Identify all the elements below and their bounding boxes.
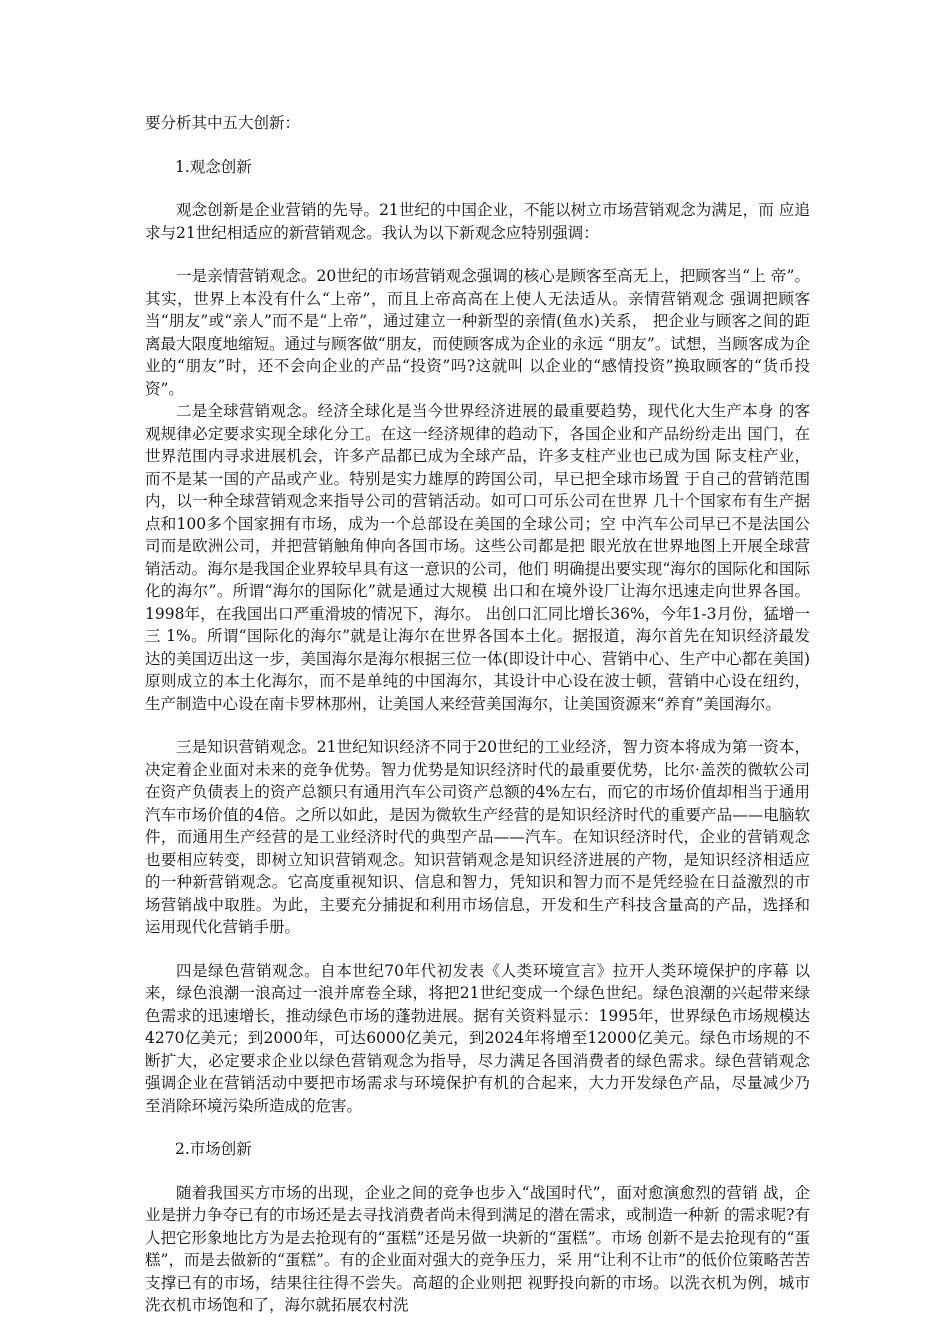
paragraph-global-marketing: 二是全球营销观念。经济全球化是当今世界经济进展的最重要趋势，现代化大生产本身 的客观规律必定要求实现全球化分工。在这一经济规律的趋动下，各国企业和产品纷纷走出 国门，在世界范围内寻求进展机会，许多产品都已成为全球产品，许多支柱产业也已成为国 际支柱产业，而不是某一国的产品或产业。特别是实力雄厚的跨国公司，早已把全球市场置 于自己的营销范围内，以一种全球营销观念来指导公司的营销活动。如可口可乐公司在世界 几十个国家布有生产据点和100多个国家拥有市场，成为一个总部设在美国的全球公司；空 中汽车公司早已不是法国公司而是欧洲公司，并把营销触角伸向各国市场。这些公司都是把 眼光放在世界地图上开展全球营销活动。海尔是我国企业界较早具有这一意识的公司，他们 明确提出要实现“海尔的国际化和国际化的海尔”。所谓“海尔的国际化”就是通过大规模 出口和在境外设厂让海尔迅速走向世界各国。1998年，在我国出口严重滑坡的情况下，海尔。 出创口汇同比增长36%，今年1-3月份，猛增一三 1%。所谓“国际化的海尔”就是让海尔在世界各国本土化。据报道，海尔首先在知识经济最发达的美国迈出这一步，美国海尔是海尔根据三位一体(即设计中心、营销中心、生产中心都在美国)原则成立的本土化海尔，而不是单纯的中国海尔，其设计中心设在波士顿，营销中心设在纽约，生产制造中心设在南卡罗林那州，让美国人来经营美国海尔，让美国资源来“养育”美国海尔。 (145, 402, 810, 713)
paragraph-market-innovation: 随着我国买方市场的出现，企业之间的竞争也步入“战国时代”，面对愈演愈烈的营销 战，企业是拼力争夺已有的市场还是去寻找消费者尚未得到满足的潜在需求，或制造一种新 的需求呢?有人把它形象地比方为是去抢现有的“蛋糕”还是另做一块新的“蛋糕”。市场 创新不是去抢现有的“蛋糕”，而是去做新的“蛋糕”。有的企业面对强大的竞争压力，采 用“让利不让市”的低价位策略苦苦支撑已有的市场，结果往往得不尝失。高超的企业则把 视野投向新的市场。以洗衣机为例，城市洗衣机市场饱和了，海尔就拓展农村洗 (145, 1183, 810, 1314)
paragraph-affection-marketing: 一是亲情营销观念。20世纪的市场营销观念强调的核心是顾客至高无上，把顾客当“上 帝”。其实，世界上本没有什么“上帝”，而且上帝高高在上使人无法适从。亲情营销观念 强调把顾客当“朋友”或“亲人”而不是“上帝”，通过建立一种新型的亲情(鱼水)关系， 把企业与顾客之间的距离最大限度地缩短。通过与顾客做“朋友，而使顾客成为企业的永远 “朋友”。试想，当顾客成为企业的“朋友”时，还不会向企业的产品“投资”吗?这就叫 以企业的“感情投资”换取顾客的“货币投资”。 (145, 267, 810, 398)
paragraph-concept-intro: 观念创新是企业营销的先导。21世纪的中国企业，不能以树立市场营销观念为满足，而 应追求与21世纪相适应的新营销观念。我认为以下新观念应特别强调： (145, 201, 810, 242)
section-heading-concept-innovation: 1.观念创新 (175, 157, 252, 176)
paragraph-knowledge-marketing: 三是知识营销观念。21世纪知识经济不同于20世纪的工业经济，智力资本将成为第一资本，决定着企业面对未来的竞争优势。智力优势是知识经济时代的最重要优势，比尔·盖茨的微软公司在资产负债表上的资产总额只有通用汽车公司资产总额的4%左右，而它的市场价值却相当于通用汽车市场价值的4倍。之所以如此，是因为微软生产经营的是知识经济时代的重要产品——电脑软件，而通用生产经营的是工业经济时代的典型产品——汽车。在知识经济时代，企业的营销观念也要相应转变，即树立知识营销观念。知识营销观念是知识经济进展的产物，是知识经济相适应的一种新营销观念。它高度重视知识、信息和智力，凭知识和智力而不是凭经验在日益激烈的市场营销战中取胜。为此，主要充分捕捉和利用市场信息，开发和生产科技含量高的产品，选择和运用现代化营销手册。 (145, 738, 810, 936)
section-heading-market-innovation: 2.市场创新 (175, 1140, 252, 1158)
intro-line: 要分析其中五大创新： (145, 114, 301, 132)
document-body (145, 112, 810, 1317)
paragraph-green-marketing: 四是绿色营销观念。自本世纪70年代初发表《人类环境宣言》拉开人类环境保护的序幕 以来，绿色浪潮一浪高过一浪并席卷全球，将把21世纪变成一个绿色世纪。绿色浪潮的兴起带来绿色需求的迅速增长，推动绿色市场的蓬勃进展。据有关资料显示：1995年，世界绿色市场规模达4270亿美元；到2000年，可达6000亿美元，到2024年将增至12000亿美元。绿色市场规的不断扩大，必定要求企业以绿色营销观念为指导，尽力满足各国消费者的绿色需求。绿色营销观念强调企业在营销活动中要把市场需求与环境保护有机的合起来，大力开发绿色产品，尽量减少乃至消除环境污染所造成的危害。 (145, 961, 810, 1115)
